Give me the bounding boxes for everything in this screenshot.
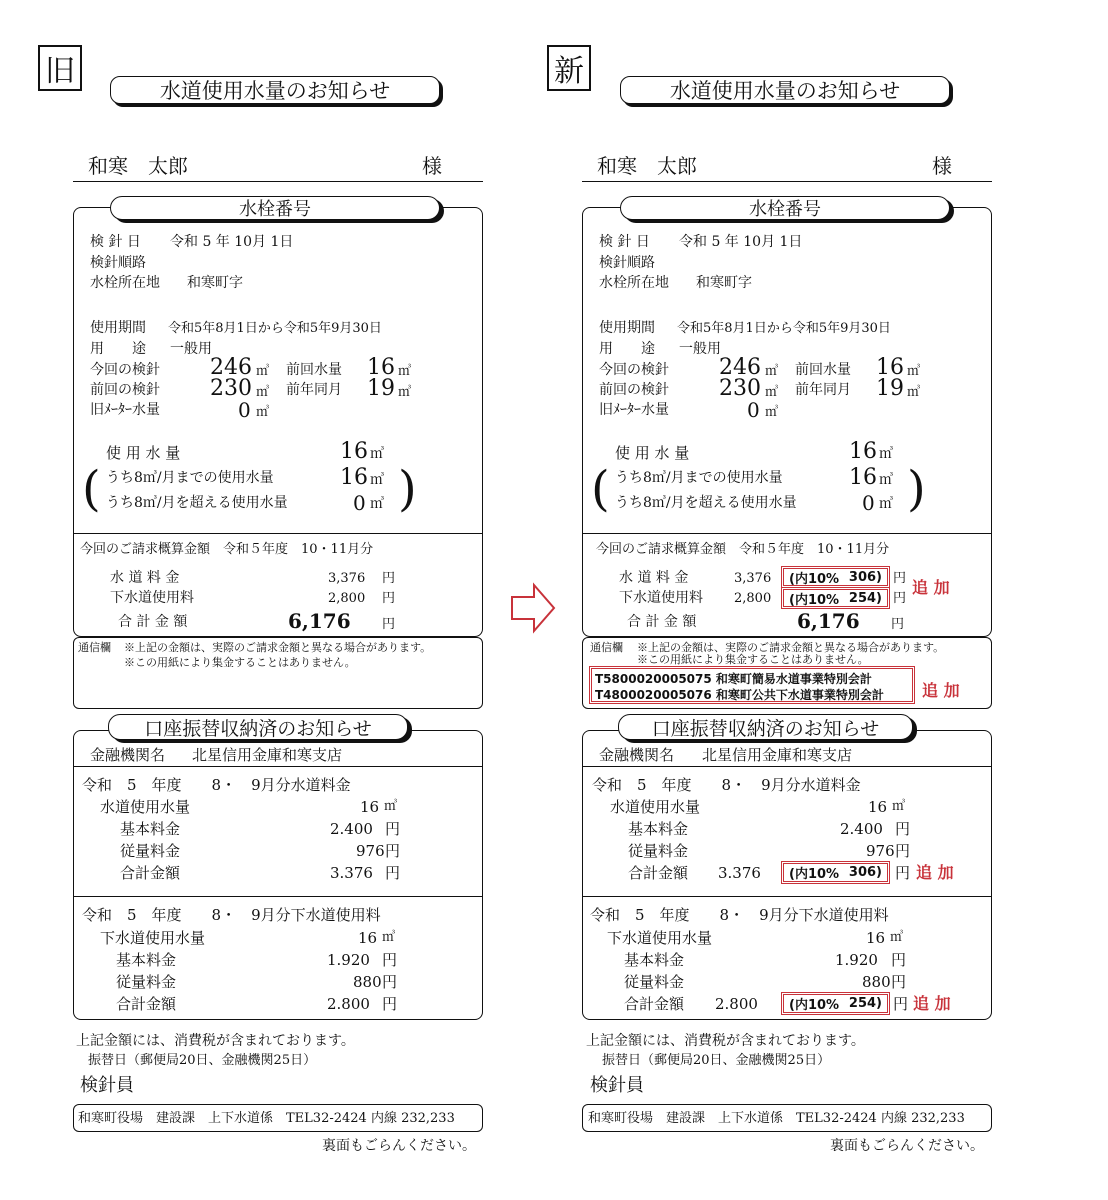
yen: 円 <box>893 995 909 1013</box>
notice-label: 通信欄 <box>78 641 111 654</box>
last-year: 19 <box>876 376 904 401</box>
current-reading-label: 今回の検針 <box>599 362 669 378</box>
last-year: 19 <box>367 376 395 401</box>
sewer-fee-label: 下水道使用料 <box>110 590 194 606</box>
water-fee-label: 水 道 料 金 <box>110 570 180 586</box>
honorific: 様 <box>932 154 952 178</box>
yen: 円 <box>895 820 911 838</box>
yen: 円 <box>891 617 905 632</box>
water-volume-label: 水道使用水量 <box>610 798 701 816</box>
usage-label: 用 途 <box>90 341 146 357</box>
sewer-volume-label: 下水道使用水量 <box>100 929 206 947</box>
metered-fee-label: 従量料金 <box>120 842 181 860</box>
sewer-tax: 254) <box>848 590 882 606</box>
within8-label: うち8㎥/月までの使用水量 <box>106 470 274 486</box>
unit: ㎥ <box>907 385 921 400</box>
unit: ㎥ <box>765 364 779 379</box>
water-volume: 16 <box>360 798 380 816</box>
period-label: 使用期間 <box>90 320 146 336</box>
base-fee-label: 基本料金 <box>624 951 685 969</box>
unit: ㎥ <box>370 472 384 488</box>
invoice-number-sewer: T4800020005076 和寒町公共下水道事業特別会計 <box>595 688 884 702</box>
sewer-tax-box <box>781 992 890 1015</box>
metered-fee-label: 従量料金 <box>624 973 685 991</box>
water-base-fee: 2.400 <box>330 820 373 838</box>
base-fee-label: 基本料金 <box>120 820 181 838</box>
yen: 円 <box>385 842 401 860</box>
unit: ㎥ <box>765 405 779 420</box>
honorific: 様 <box>422 154 442 178</box>
unit: ㎥ <box>382 930 396 945</box>
over8: 0 <box>353 491 366 515</box>
location-label: 水栓所在地 <box>599 275 669 291</box>
current-reading: 246 <box>719 355 761 380</box>
subtotal-label: 合計金額 <box>120 864 181 882</box>
sewer-base-fee: 1.920 <box>327 951 370 969</box>
sewer-tax: 254) <box>848 996 882 1011</box>
prev-reading: 230 <box>719 376 761 401</box>
water-fee: 3,376 <box>328 571 366 586</box>
total: 6,176 <box>797 609 860 633</box>
water-tax: 306) <box>848 569 882 585</box>
usage-label: 用 途 <box>599 341 655 357</box>
water-tax: 306) <box>848 865 882 880</box>
water-base-fee: 2.400 <box>840 820 883 838</box>
yen: 円 <box>893 591 907 606</box>
contact: 和寒町役場 建設課 上下水道係 TEL32-2424 内線 232,233 <box>588 1111 965 1126</box>
new-label: 新 <box>547 45 591 91</box>
unit: ㎥ <box>256 405 270 420</box>
notice-2: ※この用紙により集金することはありません。 <box>124 656 356 669</box>
unit: ㎥ <box>879 446 893 462</box>
transfer-note: 振替日（郵便局20日、金融機関25日） <box>602 1053 831 1068</box>
water-use-label: 使 用 水 量 <box>615 444 690 462</box>
prev-usage-label: 前回水量 <box>286 362 342 378</box>
added-label: 追 加 <box>912 578 950 597</box>
sewer-year-line: 令和 5 年度 8・ 9月分下水道使用料 <box>590 906 889 924</box>
inspector-label: 検針員 <box>590 1075 644 1096</box>
current-reading-label: 今回の検針 <box>90 362 160 378</box>
old-label: 旧 <box>38 45 82 91</box>
unit: ㎥ <box>765 385 779 400</box>
transfer-note: 振替日（郵便局20日、金融機関25日） <box>88 1053 317 1068</box>
old-meter: 0 <box>238 398 251 422</box>
water-total: 3.376 <box>718 864 761 882</box>
period: 令和5年8月1日から令和5年9月30日 <box>168 321 382 336</box>
prev-usage: 16 <box>876 355 904 380</box>
back-note: 裏面もごらんください。 <box>830 1138 984 1154</box>
unit: ㎥ <box>384 799 398 814</box>
sewer-metered-fee: 880 <box>862 973 891 991</box>
meter-date-label: 検 針 日 <box>90 234 141 250</box>
sewer-tax-box <box>781 587 890 609</box>
old-meter-label: 旧ﾒｰﾀｰ水量 <box>90 402 160 418</box>
route-label: 検針順路 <box>599 255 655 271</box>
inspector-label: 検針員 <box>80 1075 134 1096</box>
unit: ㎥ <box>879 472 893 488</box>
sewer-volume-label: 下水道使用水量 <box>607 929 713 947</box>
old-meter-label: 旧ﾒｰﾀｰ水量 <box>599 402 669 418</box>
water-tax-box <box>781 861 890 884</box>
last-year-label: 前年同月 <box>286 382 342 398</box>
within8-label: うち8㎥/月までの使用水量 <box>615 470 783 486</box>
meter-date: 令和 5 年 10月 1日 <box>170 234 294 250</box>
yen: 円 <box>895 842 911 860</box>
last-year-label: 前年同月 <box>795 382 851 398</box>
usage: 一般用 <box>679 341 721 357</box>
notice-2: ※この用紙により集金することはありません。 <box>637 653 869 666</box>
unit: ㎥ <box>370 496 384 512</box>
water-volume: 16 <box>868 798 888 816</box>
total-label: 合 計 金 額 <box>627 614 697 630</box>
back-note: 裏面もごらんください。 <box>322 1138 476 1154</box>
usage: 一般用 <box>170 341 212 357</box>
yen: 円 <box>382 571 396 586</box>
metered-fee-label: 従量料金 <box>116 973 177 991</box>
period: 令和5年8月1日から令和5年9月30日 <box>677 321 891 336</box>
sewer-metered-fee: 880 <box>353 973 382 991</box>
sewer-total: 2.800 <box>715 995 758 1013</box>
water-volume-label: 水道使用水量 <box>100 798 191 816</box>
water-year-line: 令和 5 年度 8・ 9月分水道料金 <box>82 776 351 794</box>
water-use-label: 使 用 水 量 <box>106 444 181 462</box>
tax-note: 上記金額には、消費税が含まれております。 <box>586 1033 865 1049</box>
sewer-fee: 2,800 <box>734 591 772 606</box>
unit: ㎥ <box>879 496 893 512</box>
water-use: 16 <box>340 439 368 464</box>
water-tax-box <box>781 566 890 588</box>
bank: 北星信用金庫和寒支店 <box>702 746 853 764</box>
base-fee-label: 基本料金 <box>628 820 689 838</box>
sewer-volume: 16 <box>358 929 378 947</box>
sewer-tax-label: (内10% <box>789 592 840 608</box>
meter-section-title: 水栓番号 <box>620 196 950 220</box>
account-title: 口座振替収納済のお知らせ <box>108 714 408 740</box>
sewer-volume: 16 <box>866 929 886 947</box>
base-fee-label: 基本料金 <box>116 951 177 969</box>
over8: 0 <box>862 491 875 515</box>
water-total: 3.376 <box>330 864 373 882</box>
sewer-fee: 2,800 <box>328 591 366 606</box>
meter-section-title: 水栓番号 <box>110 196 440 220</box>
water-fee: 3,376 <box>734 571 772 586</box>
sewer-fee-label: 下水道使用料 <box>619 590 703 606</box>
yen: 円 <box>895 864 911 882</box>
bank-label: 金融機関名 <box>599 746 675 764</box>
yen: 円 <box>382 591 396 606</box>
unit: ㎥ <box>398 364 412 379</box>
old-meter: 0 <box>747 398 760 422</box>
contact: 和寒町役場 建設課 上下水道係 TEL32-2424 内線 232,233 <box>78 1111 455 1126</box>
unit: ㎥ <box>890 930 904 945</box>
added-label: 追 加 <box>913 994 951 1013</box>
notice-title: 水道使用水量のお知らせ <box>110 76 440 104</box>
subtotal-label: 合計金額 <box>116 995 177 1013</box>
invoice-number-box <box>589 666 915 704</box>
within8: 16 <box>849 465 877 490</box>
notice-title: 水道使用水量のお知らせ <box>620 76 950 104</box>
water-fee-label: 水 道 料 金 <box>619 570 689 586</box>
subtotal-label: 合計金額 <box>628 864 689 882</box>
unit: ㎥ <box>256 385 270 400</box>
within8: 16 <box>340 465 368 490</box>
bill-header: 今回のご請求概算金額 令和５年度 10・11月分 <box>80 542 374 557</box>
unit: ㎥ <box>370 446 384 462</box>
sewer-tax-label: (内10% <box>789 998 840 1013</box>
location: 和寒町字 <box>696 275 752 291</box>
water-tax-label: (内10% <box>789 571 840 587</box>
unit: ㎥ <box>398 385 412 400</box>
yen: 円 <box>382 973 398 991</box>
yen: 円 <box>385 864 401 882</box>
notice-1: ※上記の金額は、実際のご請求金額と異なる場合があります。 <box>637 641 945 654</box>
yen: 円 <box>382 951 398 969</box>
invoice-number-water: T5800020005075 和寒町簡易水道事業特別会計 <box>595 672 872 686</box>
unit: ㎥ <box>256 364 270 379</box>
period-label: 使用期間 <box>599 320 655 336</box>
yen: 円 <box>382 995 398 1013</box>
notice-1: ※上記の金額は、実際のご請求金額と異なる場合があります。 <box>124 641 432 654</box>
subtotal-label: 合計金額 <box>624 995 685 1013</box>
water-tax-label: (内10% <box>789 867 840 882</box>
water-year-line: 令和 5 年度 8・ 9月分水道料金 <box>592 776 861 794</box>
prev-reading: 230 <box>210 376 252 401</box>
yen: 円 <box>382 617 396 632</box>
prev-usage-label: 前回水量 <box>795 362 851 378</box>
account-title: 口座振替収納済のお知らせ <box>618 714 913 740</box>
added-label: 追 加 <box>916 863 954 882</box>
prev-reading-label: 前回の検針 <box>599 382 669 398</box>
water-metered-fee: 976 <box>866 842 895 860</box>
prev-usage: 16 <box>367 355 395 380</box>
customer-name: 和寒 太郎 <box>597 154 697 178</box>
yen: 円 <box>891 973 907 991</box>
sewer-base-fee: 1.920 <box>835 951 878 969</box>
total: 6,176 <box>288 609 351 633</box>
tax-note: 上記金額には、消費税が含まれております。 <box>76 1033 355 1049</box>
route-label: 検針順路 <box>90 255 146 271</box>
bill-header: 今回のご請求概算金額 令和５年度 10・11月分 <box>596 542 890 557</box>
metered-fee-label: 従量料金 <box>628 842 689 860</box>
yen: 円 <box>891 951 907 969</box>
sewer-year-line: 令和 5 年度 8・ 9月分下水道使用料 <box>82 906 381 924</box>
sewer-total: 2.800 <box>327 995 370 1013</box>
prev-reading-label: 前回の検針 <box>90 382 160 398</box>
notice-label: 通信欄 <box>590 641 623 654</box>
location-label: 水栓所在地 <box>90 275 160 291</box>
water-metered-fee: 976 <box>356 842 385 860</box>
unit: ㎥ <box>907 364 921 379</box>
over8-label: うち8㎥/月を超える使用水量 <box>615 495 797 511</box>
location: 和寒町字 <box>187 275 243 291</box>
total-label: 合 計 金 額 <box>118 614 188 630</box>
yen: 円 <box>385 820 401 838</box>
arrow-right-icon <box>508 580 558 636</box>
unit: ㎥ <box>892 799 906 814</box>
added-label: 追 加 <box>922 681 960 700</box>
current-reading: 246 <box>210 355 252 380</box>
over8-label: うち8㎥/月を超える使用水量 <box>106 495 288 511</box>
meter-date: 令和 5 年 10月 1日 <box>679 234 803 250</box>
customer-name: 和寒 太郎 <box>88 154 188 178</box>
meter-date-label: 検 針 日 <box>599 234 650 250</box>
yen: 円 <box>893 571 907 586</box>
bank-label: 金融機関名 <box>90 746 166 764</box>
bank: 北星信用金庫和寒支店 <box>192 746 343 764</box>
water-use: 16 <box>849 439 877 464</box>
